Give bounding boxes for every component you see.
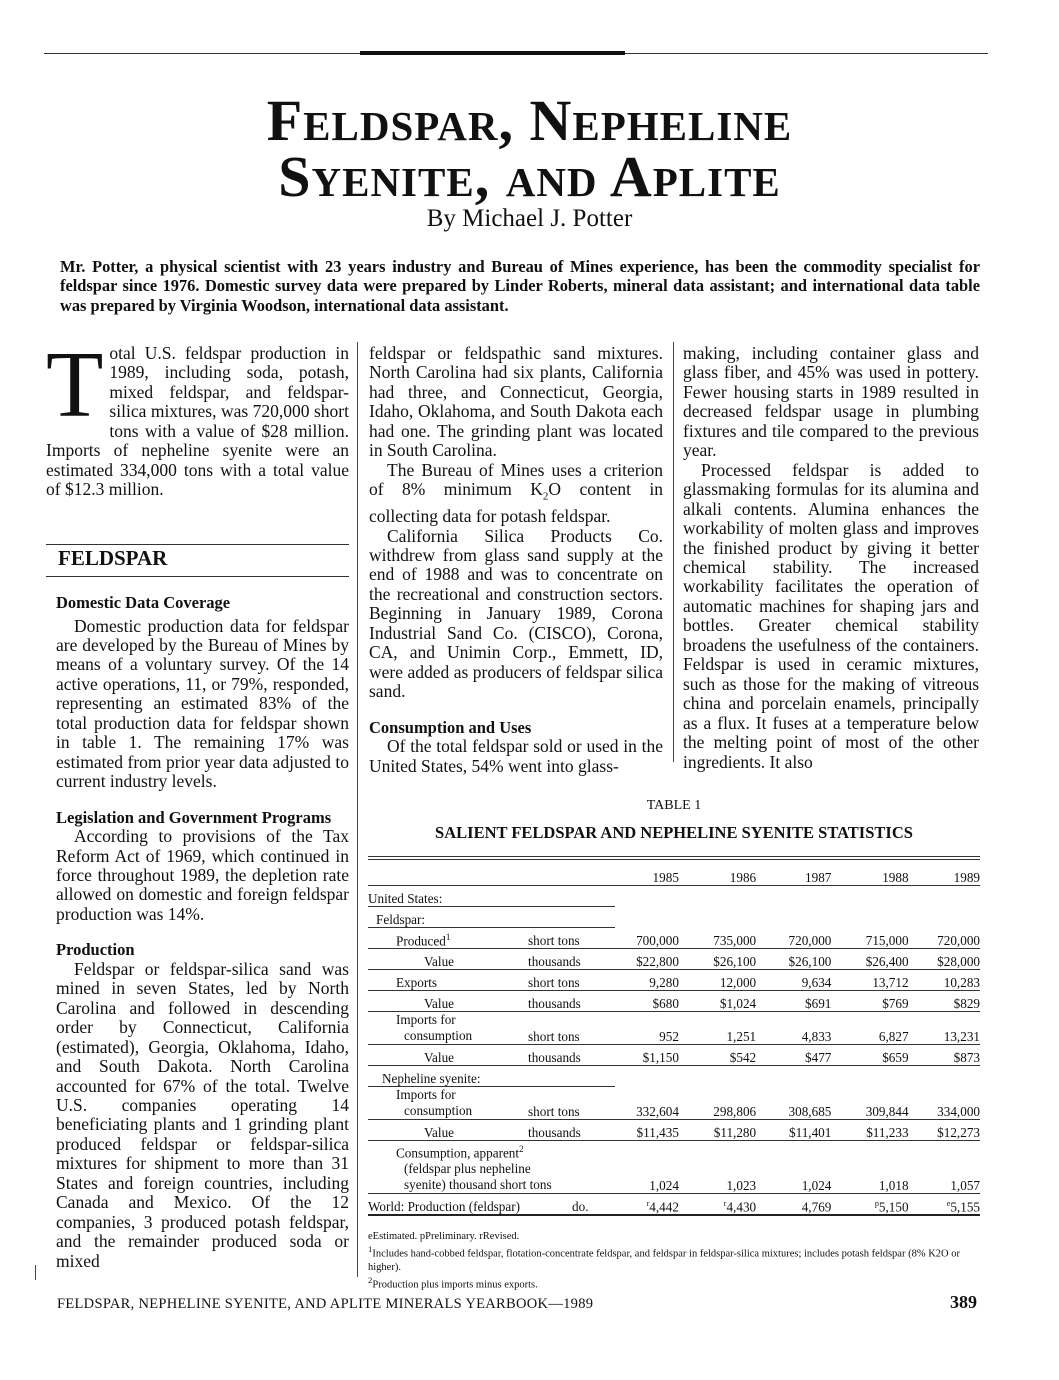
table-row <box>368 1012 980 1045</box>
section-rule <box>46 576 349 577</box>
table-cell: 715,000 <box>865 933 909 948</box>
drop-cap: T <box>46 333 104 437</box>
paragraph-legislation: According to provisions of the Tax Reform Act of 1969, which continued in force throughout 1989, the depletion rate allowed on domestic and foreign feldspar production was 14%. <box>56 826 349 924</box>
section-rule <box>46 544 349 545</box>
row-label: Value <box>424 1050 455 1065</box>
table-cell: $26,100 <box>788 954 832 969</box>
row-group-label: Feldspar: <box>368 907 615 928</box>
table-cell: 332,604 <box>636 1104 679 1119</box>
salient-statistics-table <box>368 865 980 1216</box>
footnote-2: $^2$Production plus imports minus exports. <box>368 1274 538 1290</box>
table-row <box>368 991 980 1012</box>
table-cell: $12,273 <box>937 1125 980 1140</box>
author-bio: Mr. Potter, a physical scientist with 23 years industry and Bureau of Mines experience, has been the commodity specialist for feldspar since 1976. Domestic survey data were prepared by Linder Roberts, mineral data assistant; and international data table was prepared by Virginia Woodson, international data assistant. <box>60 257 980 315</box>
column-divider <box>357 342 358 1277</box>
table-cell: 13,231 <box>943 1029 980 1044</box>
table-row <box>368 970 980 991</box>
footnote-codes: eEstimated. pPreliminary. rRevised. <box>368 1231 520 1242</box>
table-cell: $^r$4,442 <box>646 1199 679 1215</box>
year-header: 1989 <box>953 870 980 885</box>
page-number: 389 <box>950 1292 977 1312</box>
table-cell: $22,800 <box>636 954 679 969</box>
table-cell: 1,023 <box>726 1178 757 1194</box>
table-cell: $^r$4,430 <box>723 1199 757 1215</box>
table-cell: $^e$5,155 <box>946 1199 980 1215</box>
table-cell: 309,844 <box>865 1104 909 1119</box>
title-line-2: Syenite, and Aplite <box>278 144 781 209</box>
top-rule-accent <box>360 51 625 55</box>
paragraph-criterion: The Bureau of Mines uses a criterion of 8% minimum $K_2O$ content in collecting data for potash feldspar. <box>369 459 663 527</box>
row-unit: thousands <box>528 954 581 969</box>
heading-domestic-data: Domestic Data Coverage <box>56 593 231 613</box>
table-cell: 4,833 <box>801 1029 832 1044</box>
table-cell: $26,100 <box>713 954 757 969</box>
year-header: 1988 <box>882 870 909 885</box>
table-cell: 1,024 <box>649 1178 679 1194</box>
table-cell: $1,150 <box>642 1050 679 1065</box>
intro-paragraph: Total U.S. feldspar production in 1989, including soda, potash, mixed feldspar, and feldspar-silica mixtures, was 720,000 short tons with a value of $28 million. Imports of nepheline syenite were an estimated 334,000 tons with a total value of $12.3 million. <box>46 333 349 500</box>
column-2 <box>369 344 663 776</box>
row-label: Consumption, apparent$^2$ (feldspar plus nepheline syenite) thousand short tons <box>396 1144 552 1193</box>
table-cell: $680 <box>652 996 679 1011</box>
table-cell: 700,000 <box>636 933 679 948</box>
row-label: Exports <box>396 975 438 990</box>
column-3 <box>683 344 979 772</box>
column-divider <box>35 1265 36 1280</box>
table-top-rule <box>368 859 980 860</box>
table-cell: 298,806 <box>713 1104 757 1119</box>
paragraph-consumption: Of the total feldspar sold or used in the United States, 54% went into glass- <box>369 736 663 776</box>
table-cell: $542 <box>729 1050 757 1065</box>
row-label: Value <box>424 996 455 1011</box>
table-cell: 720,000 <box>937 933 980 948</box>
table-cell: 1,024 <box>801 1178 832 1194</box>
table-row <box>368 1120 980 1141</box>
row-unit: do. <box>572 1199 589 1215</box>
row-unit: short tons <box>528 933 580 948</box>
table-row <box>368 1087 980 1120</box>
table-cell: $26,400 <box>865 954 909 969</box>
table-cell: $28,000 <box>937 954 980 969</box>
paragraph-glassmaking: making, including container glass and glass fiber, and 45% was used in pottery. Fewer housing starts in 1989 resulted in decreased feldspar usage in plumbing fixtures and tile compared to the previous year. <box>683 343 979 461</box>
table-cell: $659 <box>882 1050 909 1065</box>
row-label: Imports for consumption <box>396 1087 473 1118</box>
table-row <box>368 928 980 949</box>
table-cell: $11,280 <box>713 1125 757 1140</box>
paragraph-domestic: Domestic production data for feldspar are developed by the Bureau of Mines by means of a voluntary survey. Of the 14 active operations, 11, or 79%, responded, representing an estimated 83% of the total production data for feldspar shown in table 1. The remaining 17% was estimated from prior year data adjusted to current industry levels. <box>56 615 349 792</box>
row-unit: short tons <box>528 975 580 990</box>
table-cell: 10,283 <box>943 975 980 990</box>
table-cell: $769 <box>882 996 909 1011</box>
section-heading-feldspar: FELDSPAR <box>58 545 168 570</box>
table-cell: 1,251 <box>726 1029 757 1044</box>
table-cell: $11,233 <box>866 1125 909 1140</box>
table-cell: $11,435 <box>636 1125 679 1140</box>
title-line-1: Feldspar, Nepheline <box>266 88 793 153</box>
table-label: TABLE 1 <box>646 798 702 813</box>
paragraph-california-silica: California Silica Products Co. withdrew from glass sand supply at the end of 1988 and was to concentrate on the recreational and construction sectors. Beginning in January 1989, Corona Industrial Sand Co. (CISCO), Corona, CA, and Unimin Corp., Emmett, ID, were added as producers of feldspar silica sand. <box>369 525 663 702</box>
table-row <box>368 1194 980 1216</box>
row-group-label: Nepheline syenite: <box>368 1066 615 1087</box>
table-row <box>368 1141 980 1194</box>
table-row <box>368 907 980 928</box>
table-cell: $477 <box>805 1050 832 1065</box>
row-unit: thousands <box>528 1125 581 1140</box>
table-row <box>368 949 980 970</box>
table-cell: 4,769 <box>801 1199 832 1215</box>
row-unit: short tons <box>528 1104 580 1119</box>
row-label: Value <box>424 1125 455 1140</box>
row-group-label: United States: <box>368 886 615 907</box>
table-cell: 735,000 <box>713 933 757 948</box>
table-row <box>368 886 980 907</box>
table-cell: $11,401 <box>789 1125 832 1140</box>
table-cell: $^p$5,150 <box>874 1199 909 1215</box>
table-cell: 952 <box>659 1029 679 1044</box>
table-top-rule <box>368 856 980 857</box>
table-cell: 13,712 <box>872 975 909 990</box>
table-header-row <box>368 865 980 886</box>
paragraph-processed-feldspar: Processed feldspar is added to glassmaking formulas for its alumina and alkali contents. Alumina enhances the workability of molten glass and improves the finished product by giving it better chemical stability. The increased workability facilitates the operation of automatic machines for shaping jars and bottles. Greater chemical stability broadens the usefulness of the containers. Feldspar is used in ceramic mixtures, such as those for the making of vitreous china and porcelain enamels, principally as a flux. It fuses at a temperature below the melting point of most of the other ingredients. It also <box>683 459 979 772</box>
table-cell: 9,634 <box>801 975 832 990</box>
table-cell: $873 <box>953 1050 980 1065</box>
table-cell: 12,000 <box>719 975 757 990</box>
row-unit: thousands <box>528 1050 581 1065</box>
byline: By Michael J. Potter <box>426 205 633 232</box>
table-cell: $691 <box>805 996 832 1011</box>
page-footer: FELDSPAR, NEPHELINE SYENITE, AND APLITE MINERALS YEARBOOK—1989 <box>57 1296 594 1312</box>
row-label: Imports for consumption <box>396 1012 473 1043</box>
table-cell: 6,827 <box>878 1029 909 1044</box>
table-cell: 308,685 <box>788 1104 832 1119</box>
row-label: Produced$^1$ <box>396 931 451 948</box>
year-header: 1986 <box>729 870 757 885</box>
row-label: World: Production (feldspar) <box>368 1199 521 1215</box>
table-cell: 1,057 <box>950 1178 980 1194</box>
table-cell: 720,000 <box>788 933 832 948</box>
footnote-1: $^1$Includes hand-cobbed feldspar, flotation-concentrate feldspar, and feldspar in feldspar-silica mixtures; includes potash feldspar (8% K2O or higher). <box>368 1244 960 1273</box>
year-header: 1987 <box>805 870 832 885</box>
table-cell: 334,000 <box>937 1104 980 1119</box>
row-unit: thousands <box>528 996 581 1011</box>
table-cell: $1,024 <box>719 996 757 1011</box>
year-header: 1985 <box>652 870 679 885</box>
heading-production: Production <box>56 940 135 960</box>
row-label: Value <box>424 954 455 969</box>
heading-consumption: Consumption and Uses <box>369 717 532 737</box>
column-divider <box>673 342 674 762</box>
heading-legislation: Legislation and Government Programs <box>56 807 332 827</box>
table-cell: $829 <box>953 996 980 1011</box>
table-row <box>368 1066 980 1087</box>
table-cell: 1,018 <box>878 1178 909 1194</box>
column-1 <box>46 333 349 1271</box>
table-cell: 9,280 <box>649 975 679 990</box>
table-row <box>368 1045 980 1066</box>
paragraph-plants: feldspar or feldspathic sand mixtures. North Carolina had six plants, California had three, and Connecticut, Georgia, Idaho, Oklahoma, and South Dakota each had one. The grinding plant was located in South Carolina. <box>369 343 663 461</box>
row-unit: short tons <box>528 1029 580 1044</box>
paragraph-production: Feldspar or feldspar-silica sand was mined in seven States, led by North Carolina and followed in descending order by Connecticut, California (estimated), Georgia, Oklahoma, Idaho, and South Dakota. North Carolina accounted for 67% of the total. Twelve U.S. companies operating 14 beneficiating plants and 1 grinding plant produced feldspar or feldspar-silica mixtures for shipment to more than 31 States and foreign countries, including Canada and Mexico. Of the 12 companies, 3 produced potash feldspar, and the remainder produced soda or mixed <box>56 958 349 1271</box>
table-title: SALIENT FELDSPAR AND NEPHELINE SYENITE STATISTICS <box>435 823 913 842</box>
table-footnotes <box>368 1230 980 1291</box>
